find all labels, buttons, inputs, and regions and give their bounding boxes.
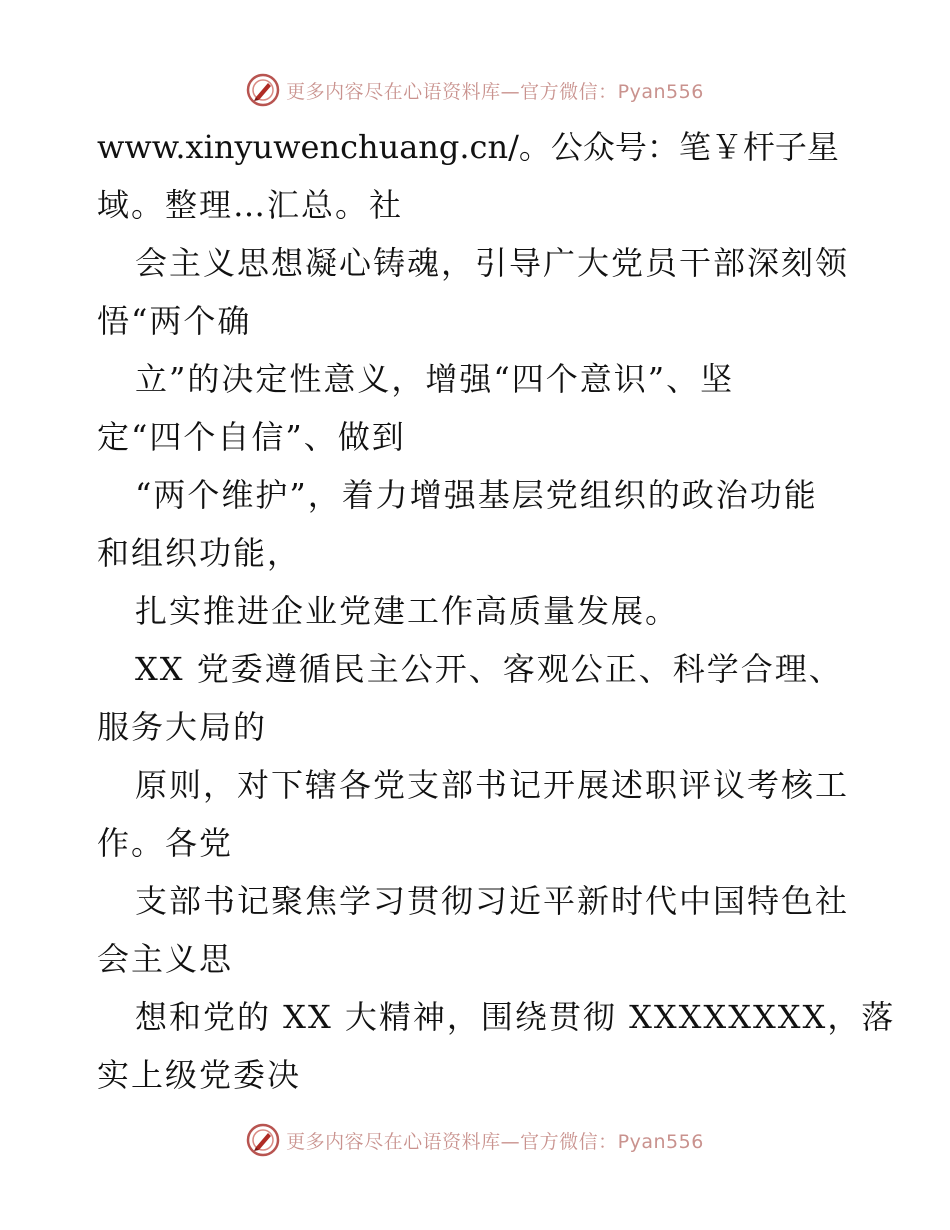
text-line: XX 党委遵循民主公开、客观公正、科学合理、 — [135, 650, 843, 688]
text-line: 支部书记聚焦学习贯彻习近平新时代中国特色社 — [135, 882, 850, 920]
document-body — [97, 118, 896, 1104]
text-line: www.xinyuwenchuang.cn/。公众号：笔￥杆子星 — [97, 128, 839, 166]
text-line: “两个维护”，着力增强基层党组织的政治功能 — [135, 476, 818, 514]
text-line: 域。整理…汇总。社 — [97, 186, 404, 224]
text-line: 立”的决定性意义，增强“四个意识”、坚 — [135, 360, 735, 398]
text-line: 定“四个自信”、做到 — [97, 418, 406, 456]
pen-logo-icon — [246, 73, 280, 107]
watermark-text: 更多内容尽在心语资料库—官方微信：Pyan556 — [286, 1130, 704, 1153]
text-line: 会主义思 — [97, 940, 234, 978]
pen-logo-icon — [246, 1123, 280, 1157]
text-line: 悟“两个确 — [97, 302, 252, 340]
text-line: 服务大局的 — [97, 708, 268, 746]
watermark-banner-bottom — [0, 1120, 950, 1160]
text-line: 会主义思想凝心铸魂，引导广大党员干部深刻领 — [135, 244, 850, 282]
text-line: 原则，对下辖各党支部书记开展述职评议考核工 — [135, 766, 850, 804]
text-line: 想和党的 XX 大精神，围绕贯彻 XXXXXXXX，落 — [135, 998, 896, 1036]
watermark-text: 更多内容尽在心语资料库—官方微信：Pyan556 — [286, 80, 704, 103]
text-line: 作。各党 — [97, 824, 234, 862]
text-line: 扎实推进企业党建工作高质量发展。 — [135, 592, 680, 630]
text-line: 实上级党委决 — [97, 1056, 302, 1094]
watermark-banner-top — [0, 70, 950, 110]
text-line: 和组织功能， — [97, 534, 302, 572]
